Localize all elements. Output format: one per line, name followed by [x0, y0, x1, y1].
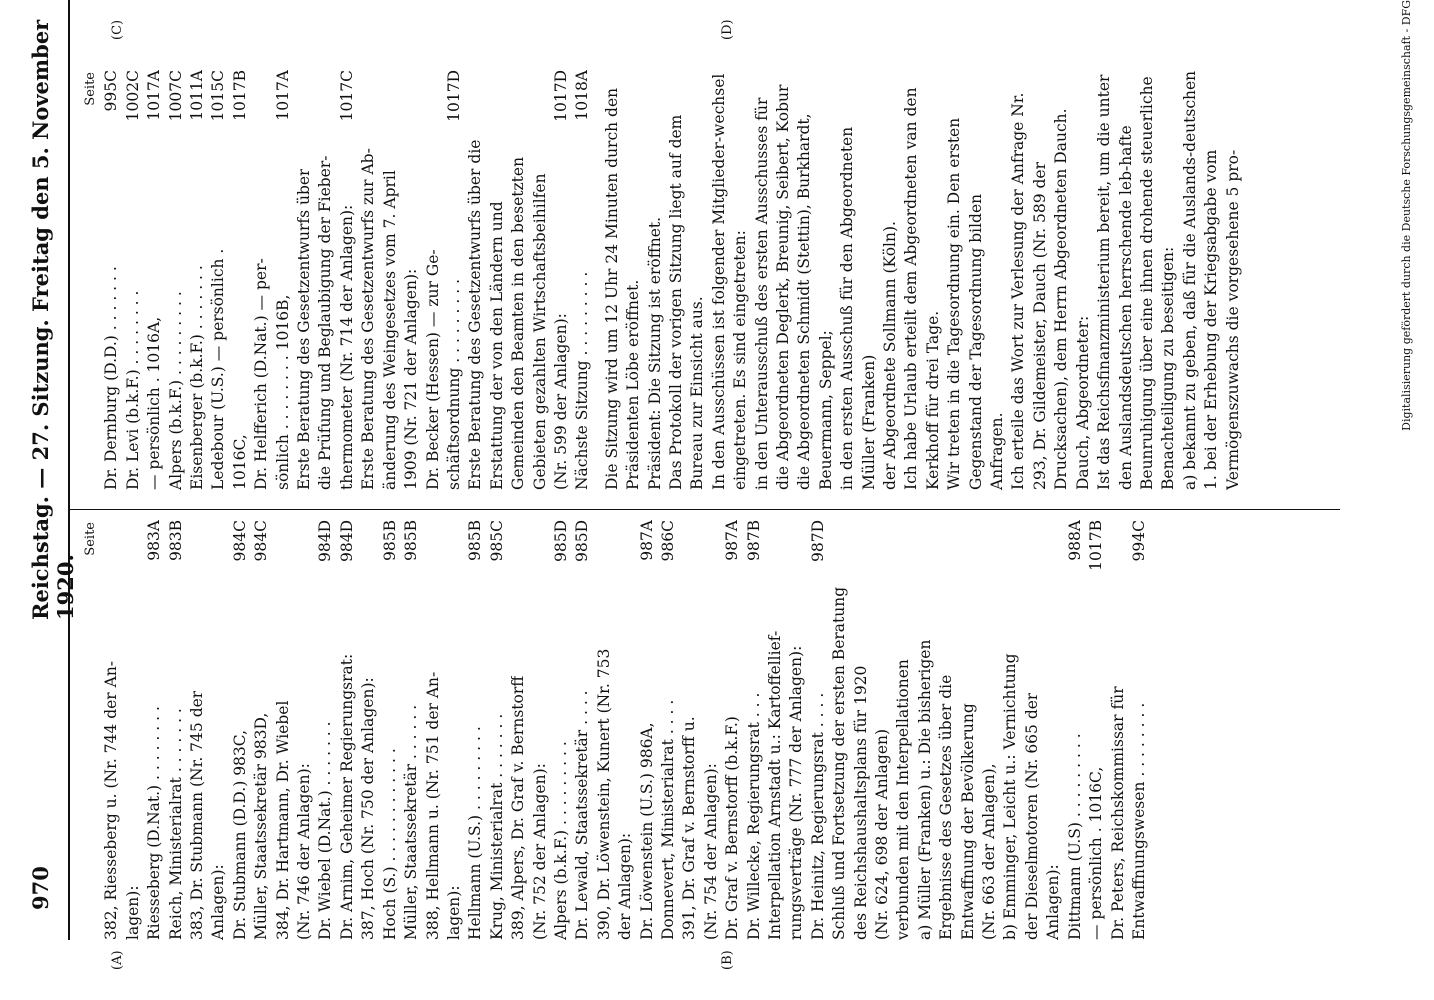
toc-page-ref: 984C: [230, 520, 249, 562]
toc-entry-text: Alpers (b.k.F.) . . . . . . . . .: [551, 741, 570, 940]
toc-line: [572, 70, 593, 490]
toc-entry-text: verbunden mit den Interpellationen: [894, 659, 913, 940]
toc-page-ref: 1017A: [273, 70, 292, 121]
toc-line: [401, 70, 422, 490]
toc-entry-text: lagen):: [123, 885, 142, 940]
session-paragraph: der Abgeordnete Sollmann (Köln).: [881, 221, 900, 490]
toc-entry-text: Dr. Peters, Reichskommissar für: [1108, 686, 1127, 940]
toc-line: [530, 70, 551, 490]
toc-line: [893, 520, 914, 940]
toc-line: [358, 520, 379, 940]
toc-line: [166, 520, 187, 940]
toc-page-ref: 987B: [744, 520, 763, 561]
toc-line: [337, 520, 358, 940]
toc-entry-text: 390, Dr. Löwenstein, Kunert (Nr. 753: [594, 648, 613, 940]
toc-page-ref: 986C: [658, 520, 677, 562]
toc-line: [187, 70, 208, 490]
toc-line: [744, 520, 765, 940]
toc-entry-text: (Nr. 746 der Anlagen):: [295, 763, 314, 940]
header-rule: [68, 0, 70, 940]
toc-line: [315, 520, 336, 940]
toc-line: [1000, 520, 1021, 940]
toc-entry-text: Hellmann (U.S.) . . . . . . . . .: [466, 726, 485, 940]
toc-line: [401, 520, 422, 940]
toc-line: [487, 70, 508, 490]
toc-line: [144, 70, 165, 490]
toc-entry-text: Dr. Helfferich (D.Nat.) — per-: [252, 258, 271, 490]
toc-page-ref: 987A: [723, 520, 742, 561]
toc-page-ref: 1017A: [145, 70, 164, 121]
toc-line: [101, 70, 122, 490]
toc-line: [423, 70, 444, 490]
toc-page-ref: [615, 520, 636, 526]
toc-line: [508, 70, 529, 490]
toc-line: [230, 520, 251, 940]
toc-entry-text: schäftsordnung . . . . . . . . .: [444, 279, 463, 490]
session-paragraph: Präsident: Die Sitzung ist eröffnet.: [645, 216, 664, 490]
toc-entry-text: Dittmann (U.S) . . . . . . . . .: [1065, 733, 1084, 940]
toc-entry-text: Schluß und Fortsetzung der ersten Beratung: [830, 586, 849, 940]
toc-entry-text: Gebieten gezahlten Wirtschaftsbeihilfen: [530, 173, 549, 490]
toc-page-ref: [208, 520, 229, 526]
page-header: [28, 0, 78, 1000]
toc-page-ref: [508, 520, 529, 526]
toc-line: [915, 520, 936, 940]
toc-line: [380, 70, 401, 490]
toc-entry-text: die Prüfung und Beglaubigung der Fieber-: [316, 155, 335, 490]
toc-line: [251, 70, 272, 490]
toc-line: [208, 520, 229, 940]
toc-page-ref: [872, 520, 893, 526]
toc-page-ref: 1017D: [551, 70, 570, 122]
toc-entry-text: Ledebour (U.S.) — persönlich .: [209, 248, 228, 490]
toc-page-ref: 984C: [252, 520, 271, 562]
toc-page-ref: 987D: [808, 520, 827, 563]
toc-page-ref: 1015C: [209, 70, 228, 122]
toc-entry-text: (Nr. 624, 698 der Anlagen): [873, 728, 892, 940]
toc-line: [765, 520, 786, 940]
toc-line: [979, 520, 1000, 940]
toc-page-ref: 988A: [1065, 520, 1084, 561]
toc-line: [679, 520, 700, 940]
toc-entry-text: Dr. Arnim, Geheimer Regierungsrat:: [337, 653, 356, 940]
toc-line: [1129, 520, 1150, 940]
toc-line: [701, 520, 722, 940]
toc-entry-text: 383, Dr. Stubmann (Nr. 745 der: [188, 690, 207, 940]
toc-line: [658, 520, 679, 940]
toc-page-ref: 985D: [573, 520, 592, 563]
toc-line: [829, 520, 850, 940]
session-paragraph: Ich erteile das Wort zur Verlesung der Anfrage Nr. 293, Dr. Gildemeister, Dauch (Nr. 589 der Drucksachen), dem Herrn Abgeordneten Dauch.: [1009, 92, 1071, 490]
toc-entry-text: 387, Hoch (Nr. 750 der Anlagen):: [359, 677, 378, 940]
toc-page-ref: 987A: [637, 520, 656, 561]
toc-page-ref: 1017D: [444, 70, 463, 122]
toc-line: [251, 520, 272, 940]
toc-line: [551, 520, 572, 940]
toc-page-ref: 1017B: [230, 70, 249, 121]
toc-page-ref: [358, 520, 379, 526]
session-paragraph: Anfragen.: [988, 412, 1007, 490]
toc-line: [166, 70, 187, 490]
toc-entry-text: Entwaffnungswesen . . . . . . . .: [1129, 702, 1148, 940]
toc-page-ref: [465, 70, 486, 76]
toc-line: [572, 520, 593, 940]
toc-line: [358, 70, 379, 490]
toc-page-ref: [936, 520, 957, 526]
toc-line: [273, 520, 294, 940]
margin-marker-c: (C): [110, 19, 125, 40]
toc-page-ref: [979, 520, 1000, 526]
toc-line: [615, 520, 636, 940]
session-paragraph: in den ersten Ausschuß für den Abgeordneten Müller (Franken): [838, 126, 878, 490]
session-paragraph: In den Ausschüssen ist folgender Mitglieder-wechsel eingetreten. Es sind eingetreten:: [709, 73, 750, 490]
toc-page-ref: 985B: [380, 520, 399, 561]
toc-entry-text: Dr. Willecke, Regierungsrat . . .: [744, 692, 763, 940]
toc-line: [508, 520, 529, 940]
toc-entry-text: änderung des Weingesetzes vom 7. April: [380, 170, 399, 490]
toc-line: [230, 70, 251, 490]
toc-entry-text: der Dieselmotoren (Nr. 665 der: [1022, 692, 1041, 940]
toc-page-ref: [187, 520, 208, 526]
margin-marker-a: (A): [110, 950, 125, 970]
toc-entry-text: Anlagen):: [1044, 864, 1063, 940]
toc-entry-text: Dr. Graf v. Bernstorff (b.k.F.): [723, 716, 742, 940]
toc-entry-text: Anlagen):: [209, 864, 228, 940]
toc-entry-text: des Reichshaushaltsplans für 1920: [851, 665, 870, 940]
toc-line: [123, 520, 144, 940]
toc-entry-text: 389, Alpers, Dr. Graf v. Bernstorff: [509, 675, 528, 940]
toc-line: [273, 70, 294, 490]
page-number: 970: [28, 866, 53, 910]
toc-entry-text: (Nr. 754 der Anlagen):: [701, 763, 720, 940]
toc-line: [1086, 520, 1107, 940]
toc-line: [444, 520, 465, 940]
toc-line: [123, 70, 144, 490]
toc-entry-text: Dr. Levi (b.k.F.) . . . . . . . .: [123, 290, 142, 490]
toc-entry-text: Donnevert, Ministerialrat . . . .: [658, 699, 677, 940]
toc-page-ref: [786, 520, 807, 526]
toc-line: [315, 70, 336, 490]
toc-page-ref: [893, 520, 914, 526]
toc-entry-text: Dr. Heinitz, Regierungsrat . . . .: [808, 692, 827, 940]
toc-page-ref: [315, 70, 336, 76]
toc-entry-text: lagen):: [444, 885, 463, 940]
toc-entry-text: 1909 (Nr. 721 der Anlagen):: [402, 268, 421, 490]
toc-page-ref: [123, 520, 144, 526]
toc-line: [1022, 520, 1043, 940]
toc-entry-text: Dr. Dernburg (D.D.) . . . . . . .: [102, 266, 121, 490]
toc-page-ref: [101, 520, 122, 526]
session-paragraph: Das Protokoll der vorigen Sitzung liegt auf dem Bureau zur Einsicht aus.: [666, 114, 707, 490]
session-paragraph: Ist das Reichsfinanzministerium bereit, um die unter den Auslandsdeutschen herrschende leb-hafte Beunruhigung über eine ihnen drohende steuerliche Benachteiligung zu beseitigen:: [1095, 74, 1178, 490]
toc-entry-text: Dr. Becker (Hessen) — zur Ge-: [423, 249, 442, 490]
seite-label: Seite: [83, 72, 98, 106]
toc-page-ref: [829, 520, 850, 526]
toc-entry-text: Nächste Sitzung . . . . . . . . .: [573, 271, 592, 490]
session-paragraph: 1. bei der Erhebung der Kriegsabgabe vom Vermögenszuwachs die vorgesehene 5 pro-: [1202, 149, 1242, 490]
session-paragraph: Ich habe Urlaub erteilt dem Abgeordneten van den Kerkhoff für drei Tage.: [902, 87, 942, 490]
toc-entry-text: (Nr. 663 der Anlagen),: [980, 763, 999, 940]
toc-line: [1065, 520, 1086, 940]
toc-entry-text: — persönlich . 1016A,: [145, 316, 164, 490]
toc-page-ref: 985B: [466, 520, 485, 561]
toc-line: [530, 520, 551, 940]
session-text: [602, 70, 1244, 490]
toc-line: [487, 520, 508, 940]
right-column: [80, 70, 1244, 490]
session-paragraph: Die Sitzung wird um 12 Uhr 24 Minuten durch den Präsidenten Löbe eröffnet.: [602, 87, 643, 490]
toc-page-ref: 994C: [1129, 520, 1148, 562]
toc-page-ref: [679, 520, 700, 526]
toc-line: [808, 520, 829, 940]
session-paragraph: die Abgeordneten Schmidt (Stettin), Burkhardt, Beuermann, Seppel;: [795, 113, 835, 490]
toc-page-ref: [594, 520, 615, 526]
toc-page-ref: [530, 520, 551, 526]
toc-page-ref: 983B: [166, 520, 185, 561]
toc-line: [101, 520, 122, 940]
toc-entry-text: Müller, Staatssekretär 983D,: [252, 712, 271, 940]
toc-entry-text: Erste Beratung des Gesetzentwurfs zur Ab-: [359, 148, 378, 490]
toc-page-ref: [423, 70, 444, 76]
toc-entry-text: Riesseberg (D.Nat.) . . . . . . . .: [145, 706, 164, 940]
toc-entry-text: rungsverträge (Nr. 777 der Anlagen):: [787, 645, 806, 940]
toc-line: [851, 520, 872, 940]
toc-entry-text: Müller, Staatssekretär . . . . . .: [402, 704, 421, 940]
toc-line: [337, 70, 358, 490]
toc-page-ref: [423, 520, 444, 526]
session-paragraph: in den Unterausschuß des ersten Ausschusses für die Abgeordneten Deglerk, Breunig, Seibert, Kobur: [752, 84, 792, 490]
toc-line: [786, 520, 807, 940]
toc-page-ref: [915, 520, 936, 526]
toc-entry-text: Erste Beratung des Gesetzentwurfs über: [295, 168, 314, 490]
toc-page-ref: [530, 70, 551, 76]
toc-page-ref: 985C: [487, 520, 506, 562]
toc-page-ref: [444, 520, 465, 526]
left-toc-list: [101, 520, 1150, 940]
toc-entry-text: Reich, Ministerialrat . . . . . . .: [166, 708, 185, 940]
toc-page-ref: 995C: [102, 70, 121, 112]
toc-line: [465, 70, 486, 490]
toc-entry-text: Dr. Wiebel (D.Nat.) . . . . . . .: [316, 721, 335, 940]
toc-entry-text: Erste Beratung des Gesetzentwurfs über die: [466, 139, 485, 490]
toc-line: [637, 520, 658, 940]
toc-line: [872, 520, 893, 940]
toc-page-ref: 1007C: [166, 70, 185, 122]
toc-page-ref: [251, 70, 272, 76]
toc-entry-text: 388, Hellmann u. (Nr. 751 der An-: [423, 671, 442, 940]
toc-line: [294, 520, 315, 940]
toc-entry-text: Hoch (S.) . . . . . . . . . . . .: [380, 748, 399, 940]
toc-page-ref: 983A: [145, 520, 164, 561]
toc-entry-text: — persönlich . 1016C,: [1087, 766, 1106, 940]
toc-page-ref: [401, 70, 422, 76]
toc-page-ref: [851, 520, 872, 526]
toc-entry-text: 382, Riesseberg u. (Nr. 744 der An-: [102, 660, 121, 940]
toc-entry-text: 384, Dr. Hartmann, Dr. Wiebel: [273, 700, 292, 940]
toc-line: [936, 520, 957, 940]
toc-line: [722, 520, 743, 940]
toc-page-ref: [294, 70, 315, 76]
toc-line: [444, 70, 465, 490]
digitization-credit: Digitalisierung gefördert durch die Deutsche Forschungsgemeinschaft - DFG: [1400, 0, 1413, 431]
toc-entry-text: b) Emminger, Leicht u.: Vernichtung: [1001, 653, 1020, 940]
toc-line: [1043, 520, 1064, 940]
toc-entry-text: 1016C,: [230, 434, 249, 490]
toc-entry-text: Ergebnisse des Gesetzes über die: [937, 674, 956, 940]
toc-entry-text: Erstattung der von den Ländern und: [487, 201, 506, 490]
toc-line: [294, 70, 315, 490]
toc-line: [551, 70, 572, 490]
margin-marker-d: (D): [720, 19, 735, 40]
toc-page-ref: [765, 520, 786, 526]
toc-entry-text: Interpellation Arnstadt u.: Kartoffellief-: [766, 630, 784, 940]
toc-entry-text: 391, Dr. Graf v. Bernstorff u.: [680, 716, 699, 940]
toc-line: [465, 520, 486, 940]
seite-label: Seite: [83, 522, 98, 556]
toc-page-ref: [1108, 520, 1129, 526]
left-column: [80, 520, 1150, 940]
toc-line: [958, 520, 979, 940]
toc-line: [380, 520, 401, 940]
toc-entry-text: Alpers (b.k.F.) . . . . . . . . .: [166, 291, 185, 490]
toc-entry-text: Krug, Ministerialrat . . . . . . .: [487, 713, 506, 940]
toc-page-ref: 1018A: [573, 70, 592, 121]
session-paragraph: Wir treten in die Tagesordnung ein. Den ersten Gegenstand der Tagesordnung bilden: [945, 117, 985, 490]
page-title: Reichstag. — 27. Sitzung. Freitag den 5. November 1920.: [28, 19, 78, 620]
margin-marker-b: (B): [720, 950, 735, 970]
toc-page-ref: [701, 520, 722, 526]
toc-entry-text: Eisenberger (b.k.F.) . . . . . . .: [188, 265, 207, 490]
toc-entry-text: Entwaffnung der Bevölkerung: [958, 703, 977, 940]
toc-entry-text: Dr. Löwenstein (U.S.) 986A,: [637, 722, 656, 940]
toc-page-ref: 984D: [337, 520, 356, 563]
toc-line: [1108, 520, 1129, 940]
toc-page-ref: 1017B: [1087, 520, 1106, 571]
toc-page-ref: [958, 520, 979, 526]
session-paragraph: Dauch, Abgeordneter:: [1073, 315, 1092, 490]
toc-page-ref: 985B: [402, 520, 421, 561]
toc-line: [423, 520, 444, 940]
toc-entry-text: Gemeinden den Beamten in den besetzten: [509, 156, 528, 490]
toc-page-ref: [294, 520, 315, 526]
toc-line: [187, 520, 208, 940]
toc-page-ref: [1043, 520, 1064, 526]
toc-page-ref: 985D: [551, 520, 570, 563]
toc-line: [144, 520, 165, 940]
right-toc-list: [101, 70, 593, 490]
session-paragraph: a) bekannt zu geben, daß für die Auslands-deutschen: [1180, 70, 1199, 490]
toc-page-ref: 1017C: [337, 70, 356, 122]
toc-line: [208, 70, 229, 490]
toc-entry-text: a) Müller (Franken) u.: Die bisherigen: [915, 639, 934, 940]
toc-page-ref: [273, 520, 294, 526]
toc-page-ref: [487, 70, 508, 76]
toc-entry-text: Dr. Stubmann (D.D.) 983C,: [230, 729, 249, 940]
toc-page-ref: 1002C: [123, 70, 142, 122]
toc-page-ref: 1011A: [188, 70, 207, 121]
toc-page-ref: [358, 70, 379, 76]
toc-entry-text: der Anlagen):: [616, 832, 635, 940]
toc-page-ref: [380, 70, 401, 76]
toc-entry-text: (Nr. 599 der Anlagen):: [551, 313, 570, 490]
toc-entry-text: (Nr. 752 der Anlagen):: [530, 763, 549, 940]
toc-entry-text: Dr. Lewald, Staatssekretär . . . .: [573, 690, 592, 940]
toc-page-ref: 984D: [316, 520, 335, 563]
toc-page-ref: [508, 70, 529, 76]
toc-entry-text: sönlich . . . . . . . . 1016B,: [273, 294, 292, 490]
toc-line: [594, 520, 615, 940]
toc-page-ref: [1022, 520, 1043, 526]
toc-page-ref: [1000, 520, 1021, 526]
toc-entry-text: thermometer (Nr. 714 der Anlagen):: [337, 204, 356, 490]
column-divider: [70, 509, 1340, 510]
